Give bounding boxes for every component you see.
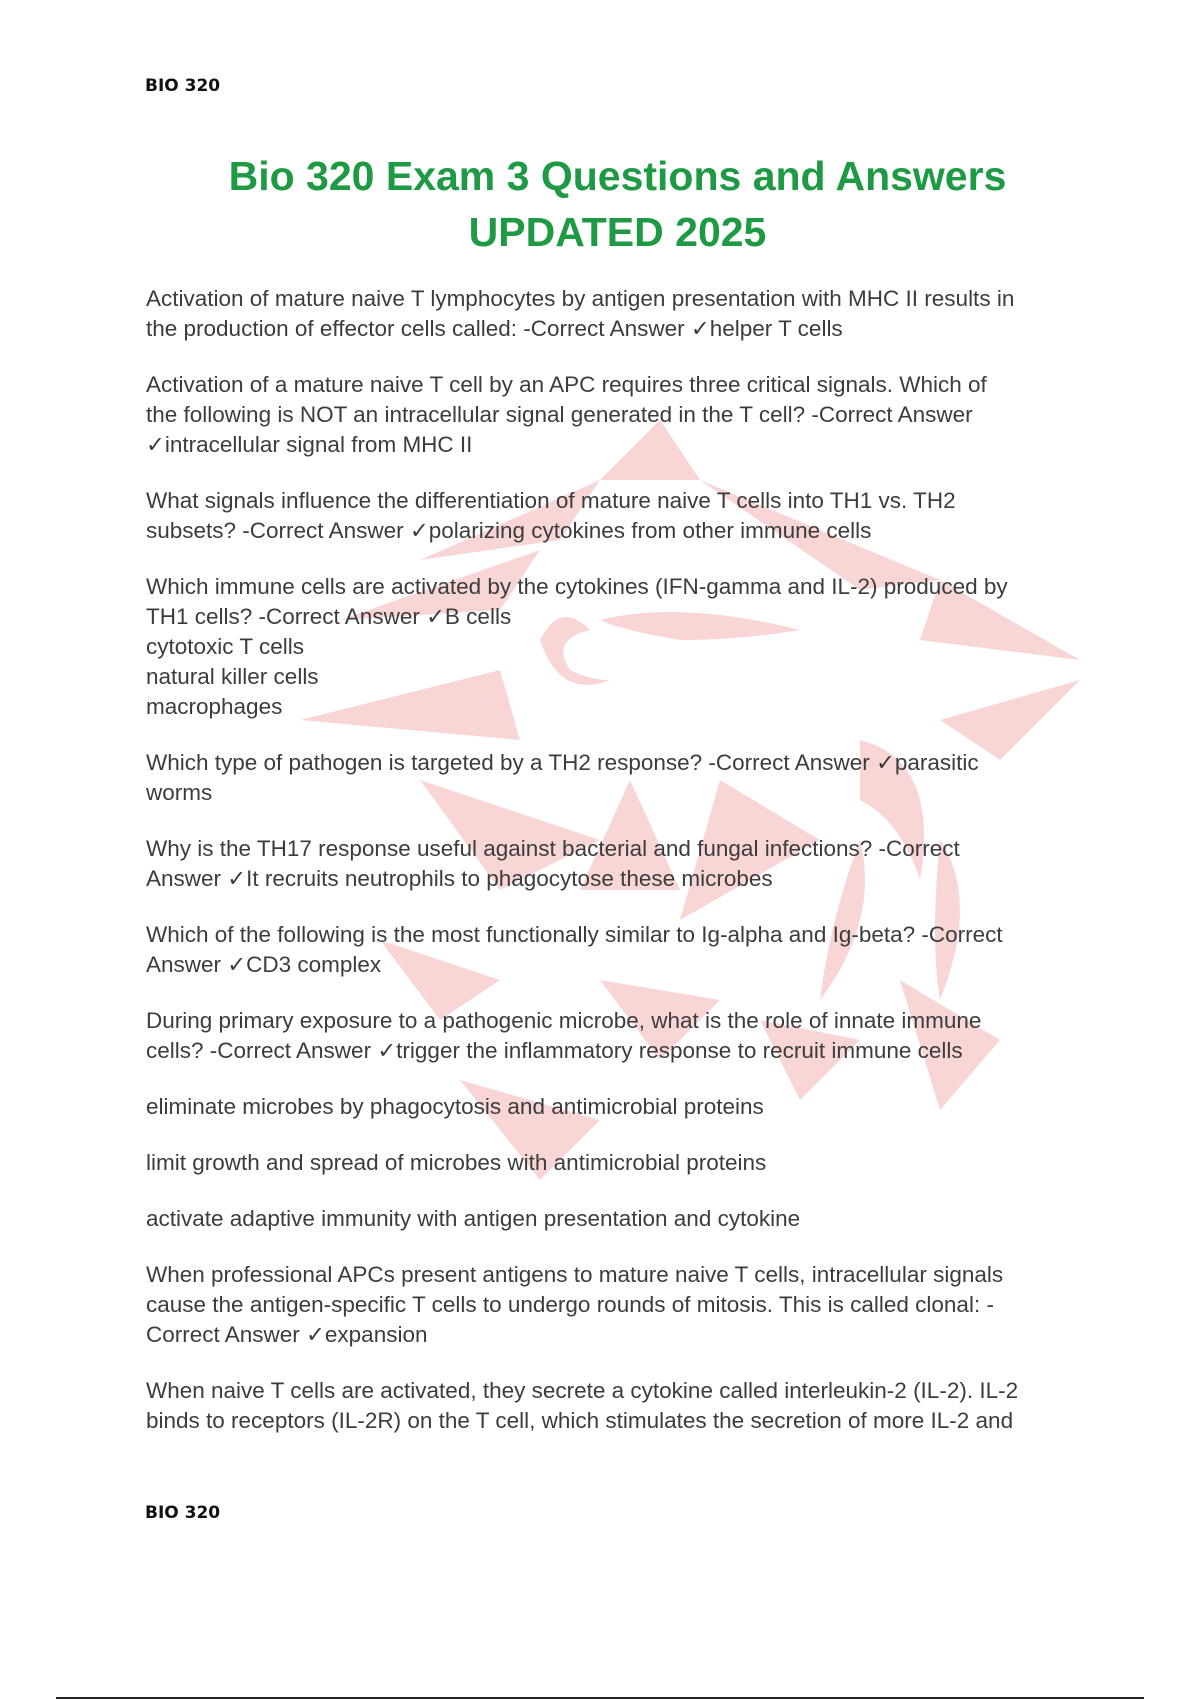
- qa-item: [146, 1148, 1086, 1178]
- qa-item: [146, 1006, 1086, 1066]
- qa-line: Answer ✓It recruits neutrophils to phagocytose these microbes: [146, 866, 773, 891]
- footer-label: BIO 320: [145, 1503, 221, 1523]
- qa-line: Which type of pathogen is targeted by a TH2 response? -Correct Answer ✓parasitic: [146, 750, 979, 775]
- title-line-2: UPDATED 2025: [468, 209, 767, 255]
- qa-item: [146, 1260, 1086, 1350]
- qa-list: [146, 284, 1086, 1462]
- qa-line: Correct Answer ✓expansion: [146, 1322, 428, 1347]
- qa-item: [146, 1376, 1086, 1436]
- qa-item: [146, 834, 1086, 894]
- qa-line: ✓intracellular signal from MHC II: [146, 432, 473, 457]
- qa-line: When professional APCs present antigens to mature naive T cells, intracellular signals: [146, 1262, 1004, 1287]
- qa-line: worms: [146, 780, 213, 805]
- qa-line: Activation of a mature naive T cell by an APC requires three critical signals. Which of: [146, 372, 987, 397]
- qa-line: limit growth and spread of microbes with antimicrobial proteins: [146, 1150, 767, 1175]
- qa-item: [146, 486, 1086, 546]
- qa-item: [146, 1092, 1086, 1122]
- qa-line: Which immune cells are activated by the cytokines (IFN-gamma and IL-2) produced by: [146, 574, 1008, 599]
- qa-line: subsets? -Correct Answer ✓polarizing cytokines from other immune cells: [146, 518, 872, 543]
- qa-line: the following is NOT an intracellular signal generated in the T cell? -Correct Answer: [146, 402, 973, 427]
- qa-line: macrophages: [146, 694, 283, 719]
- qa-line: activate adaptive immunity with antigen presentation and cytokine: [146, 1206, 801, 1231]
- qa-line: Why is the TH17 response useful against bacterial and fungal infections? -Correct: [146, 836, 960, 861]
- header-label: BIO 320: [145, 76, 221, 96]
- qa-line: natural killer cells: [146, 664, 319, 689]
- qa-item: [146, 284, 1086, 344]
- qa-item: [146, 1204, 1086, 1234]
- qa-item: [146, 572, 1086, 722]
- qa-line: eliminate microbes by phagocytosis and antimicrobial proteins: [146, 1094, 764, 1119]
- qa-line: Activation of mature naive T lymphocytes by antigen presentation with MHC II results in: [146, 286, 1015, 311]
- qa-line: Answer ✓CD3 complex: [146, 952, 382, 977]
- qa-item: [146, 748, 1086, 808]
- qa-line: the production of effector cells called: -Correct Answer ✓helper T cells: [146, 316, 843, 341]
- qa-line: During primary exposure to a pathogenic microbe, what is the role of innate immune: [146, 1008, 982, 1033]
- qa-item: [146, 370, 1086, 460]
- qa-line: What signals influence the differentiation of mature naive T cells into TH1 vs. TH2: [146, 488, 956, 513]
- document-title: [150, 148, 1085, 260]
- qa-line: TH1 cells? -Correct Answer ✓B cells: [146, 604, 512, 629]
- qa-line: cytotoxic T cells: [146, 634, 304, 659]
- qa-line: cause the antigen-specific T cells to undergo rounds of mitosis. This is called clonal: -: [146, 1292, 994, 1317]
- qa-line: Which of the following is the most functionally similar to Ig-alpha and Ig-beta? -Correct: [146, 922, 1003, 947]
- qa-line: cells? -Correct Answer ✓trigger the inflammatory response to recruit immune cells: [146, 1038, 963, 1063]
- qa-line: When naive T cells are activated, they secrete a cytokine called interleukin-2 (IL-2). IL-2: [146, 1378, 1019, 1403]
- qa-item: [146, 920, 1086, 980]
- qa-line: binds to receptors (IL-2R) on the T cell, which stimulates the secretion of more IL-2 and: [146, 1408, 1014, 1433]
- bottom-rule: [56, 1697, 1144, 1699]
- title-line-1: Bio 320 Exam 3 Questions and Answers: [228, 153, 1007, 199]
